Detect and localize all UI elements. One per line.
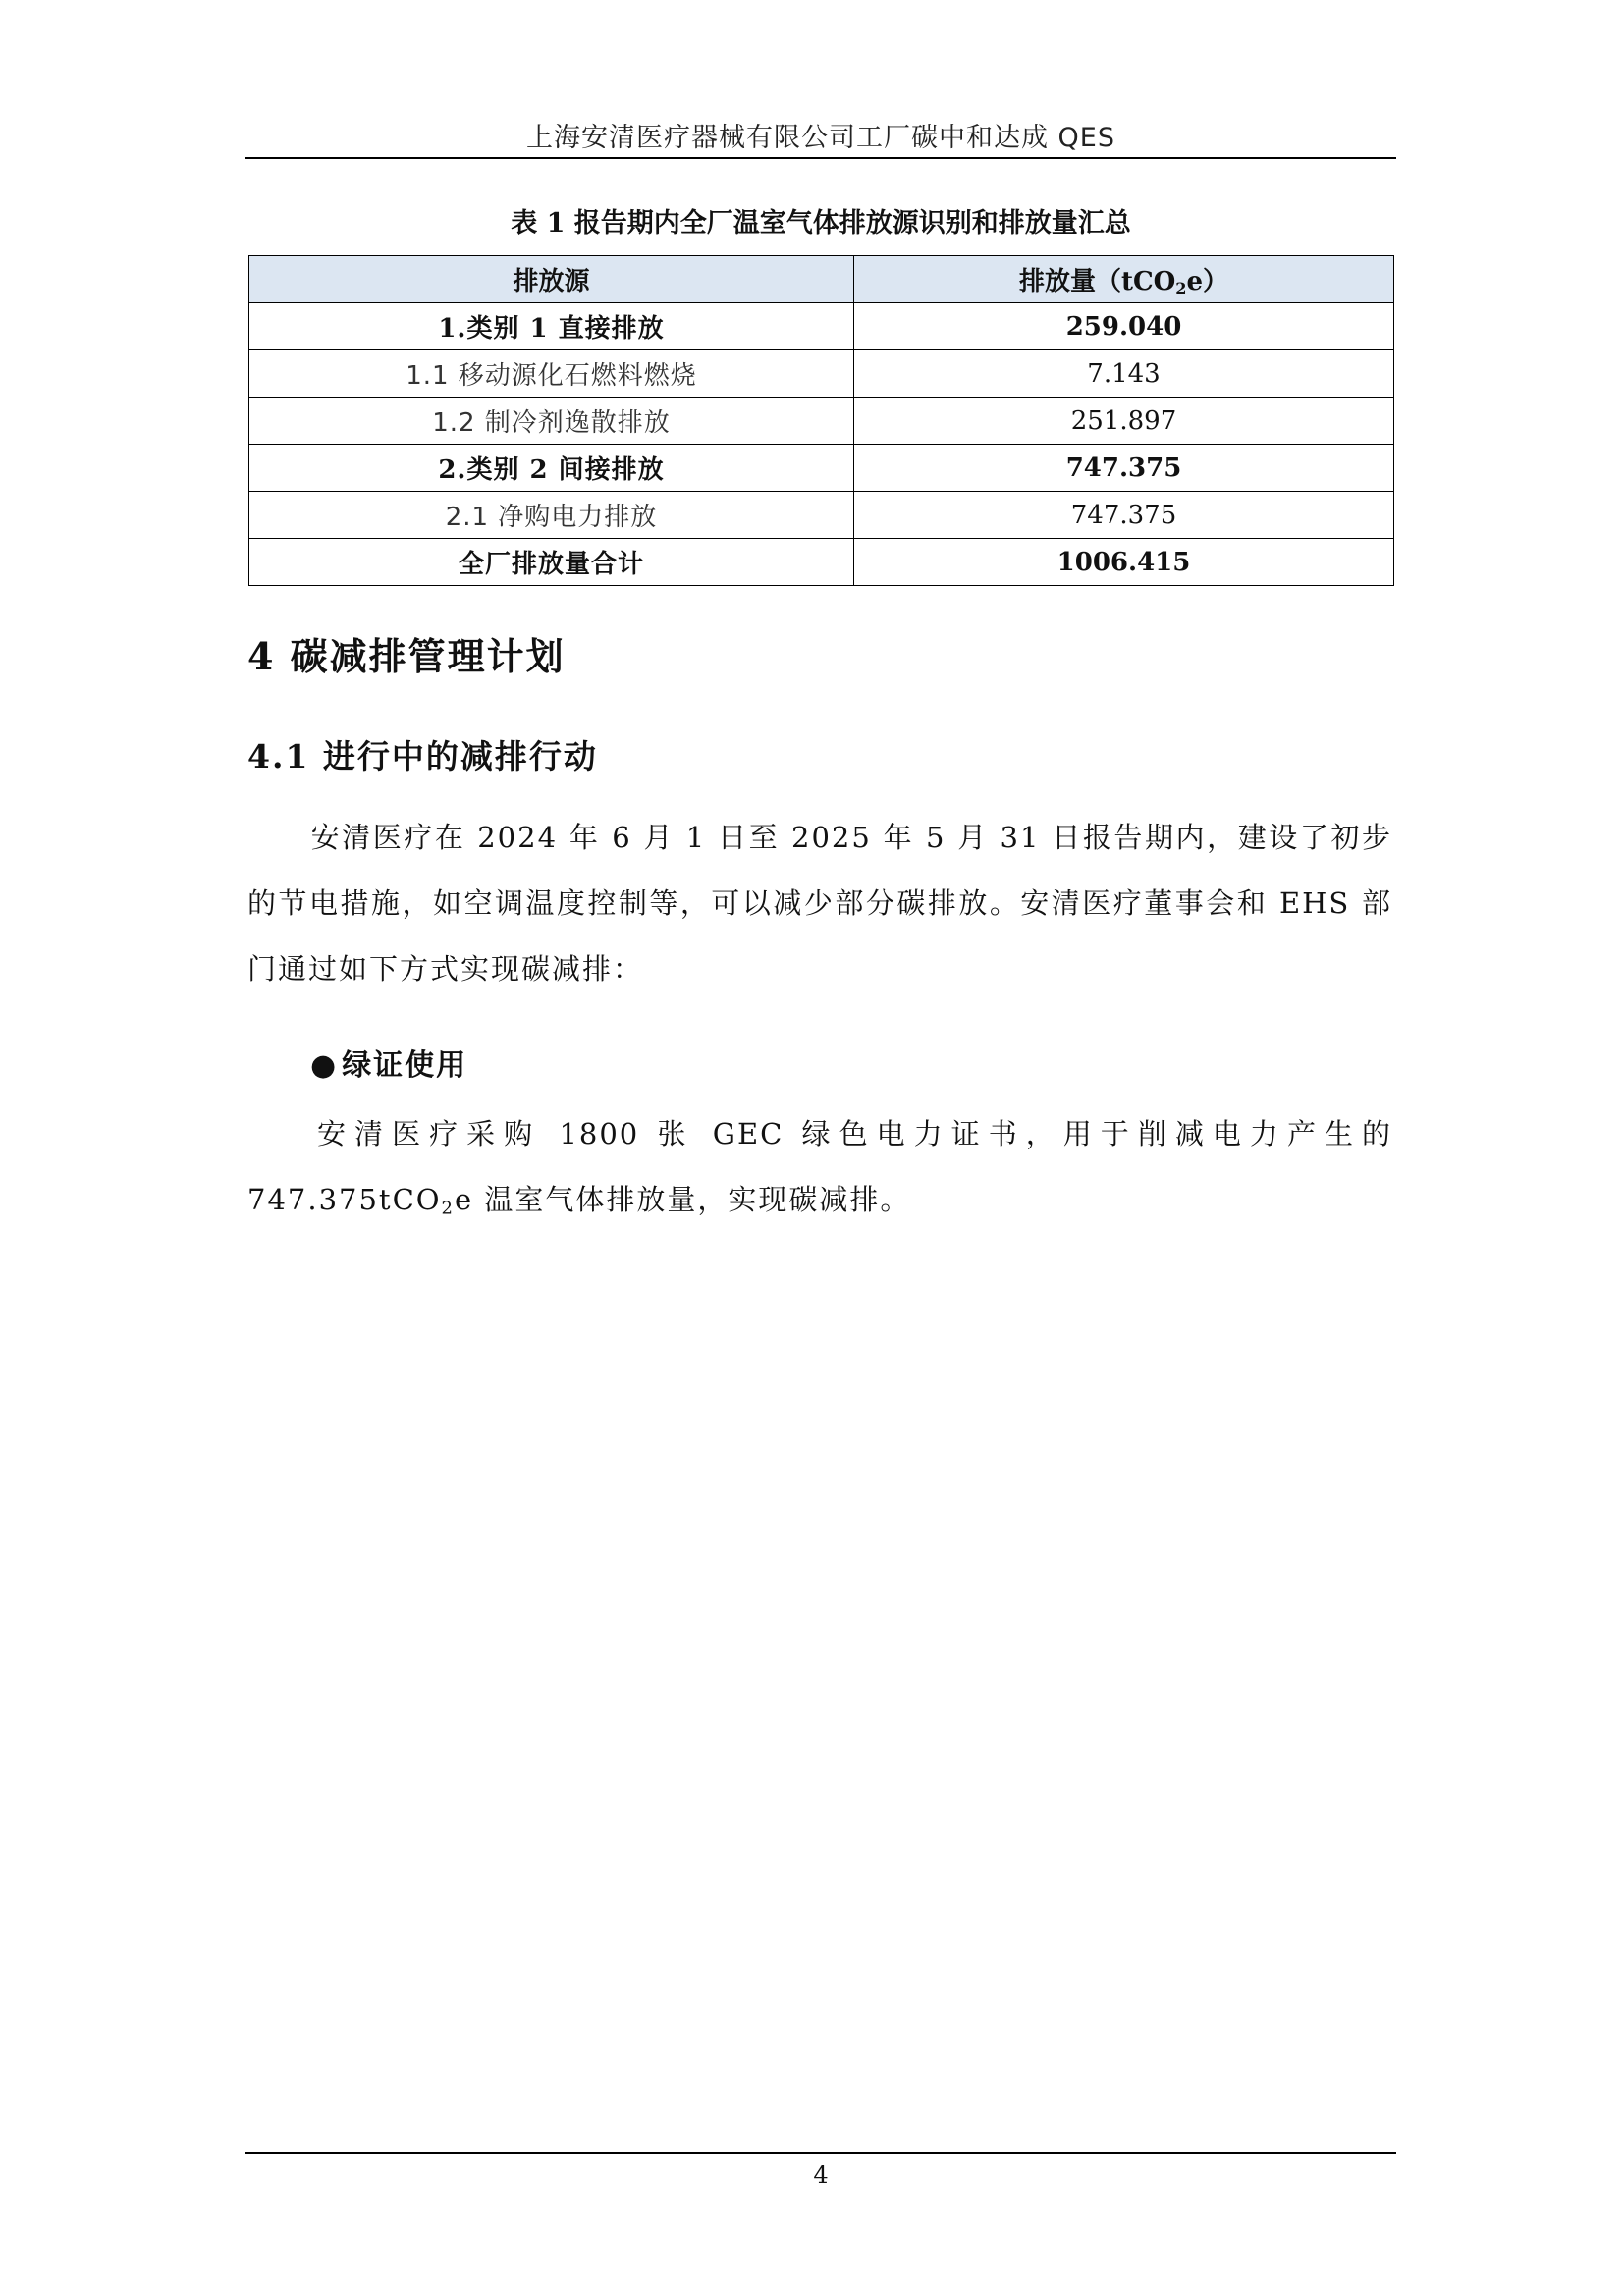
row-source: 2.类别 2 间接排放 (249, 445, 854, 492)
row-amount: 747.375 (854, 445, 1394, 492)
table-header-row (249, 256, 1394, 303)
paragraph-2-subscript: 2 (441, 1198, 455, 1219)
row-amount: 7.143 (854, 350, 1394, 398)
bullet-heading-text: 绿证使用 (342, 1048, 468, 1083)
bullet-icon: ● (310, 1048, 339, 1083)
row-source: 2.1 净购电力排放 (249, 492, 854, 539)
page-header-title: 上海安清医疗器械有限公司工厂碳中和达成 QES (525, 123, 1116, 153)
column-header-amount-prefix: 排放量（tCO (1018, 266, 1176, 296)
column-header-amount-suffix: e） (1186, 266, 1229, 296)
body-paragraph-1 (247, 805, 1392, 1002)
column-header-source: 排放源 (249, 256, 854, 303)
row-amount: 251.897 (854, 398, 1394, 445)
table-row (249, 492, 1394, 539)
column-header-amount-subscript: 2 (1175, 279, 1187, 297)
paragraph-1-text: 安清医疗在 2024 年 6 月 1 日至 2025 年 5 月 31 日报告期内，建设了初步的节电措施，如空调温度控制等，可以减少部分碳排放。安清医疗董事会和 EHS 部门通过如下方式实现碳减排： (247, 821, 1392, 986)
table-row (249, 350, 1394, 398)
row-source: 1.2 制冷剂逸散排放 (249, 398, 854, 445)
table-row (249, 303, 1394, 350)
section-heading: 4 碳减排管理计划 (247, 634, 566, 678)
bullet-heading (310, 1041, 467, 1084)
subsection-heading: 4.1 进行中的减排行动 (247, 737, 598, 775)
row-amount: 747.375 (854, 492, 1394, 539)
row-amount: 1006.415 (854, 539, 1394, 586)
paragraph-2-text-part2: e 温室气体排放量，实现碳减排。 (454, 1183, 911, 1216)
table-row (249, 398, 1394, 445)
table-caption: 表 1 报告期内全厂温室气体排放源识别和排放量汇总 (511, 208, 1131, 239)
row-amount: 259.040 (854, 303, 1394, 350)
table-row (249, 445, 1394, 492)
paragraph-2-text-part1: 安清医疗采购 1800 张 GEC 绿色电力证书，用于削减电力产生的 747.375tCO (247, 1117, 1392, 1216)
emissions-table (248, 255, 1394, 586)
column-header-amount (854, 256, 1394, 303)
row-source: 1.类别 1 直接排放 (249, 303, 854, 350)
body-paragraph-2 (247, 1101, 1392, 1241)
table-row-total (249, 539, 1394, 586)
row-source: 1.1 移动源化石燃料燃烧 (249, 350, 854, 398)
header-divider (245, 157, 1396, 159)
row-source: 全厂排放量合计 (249, 539, 854, 586)
page-number: 4 (813, 2162, 829, 2189)
footer-divider (245, 2152, 1396, 2154)
